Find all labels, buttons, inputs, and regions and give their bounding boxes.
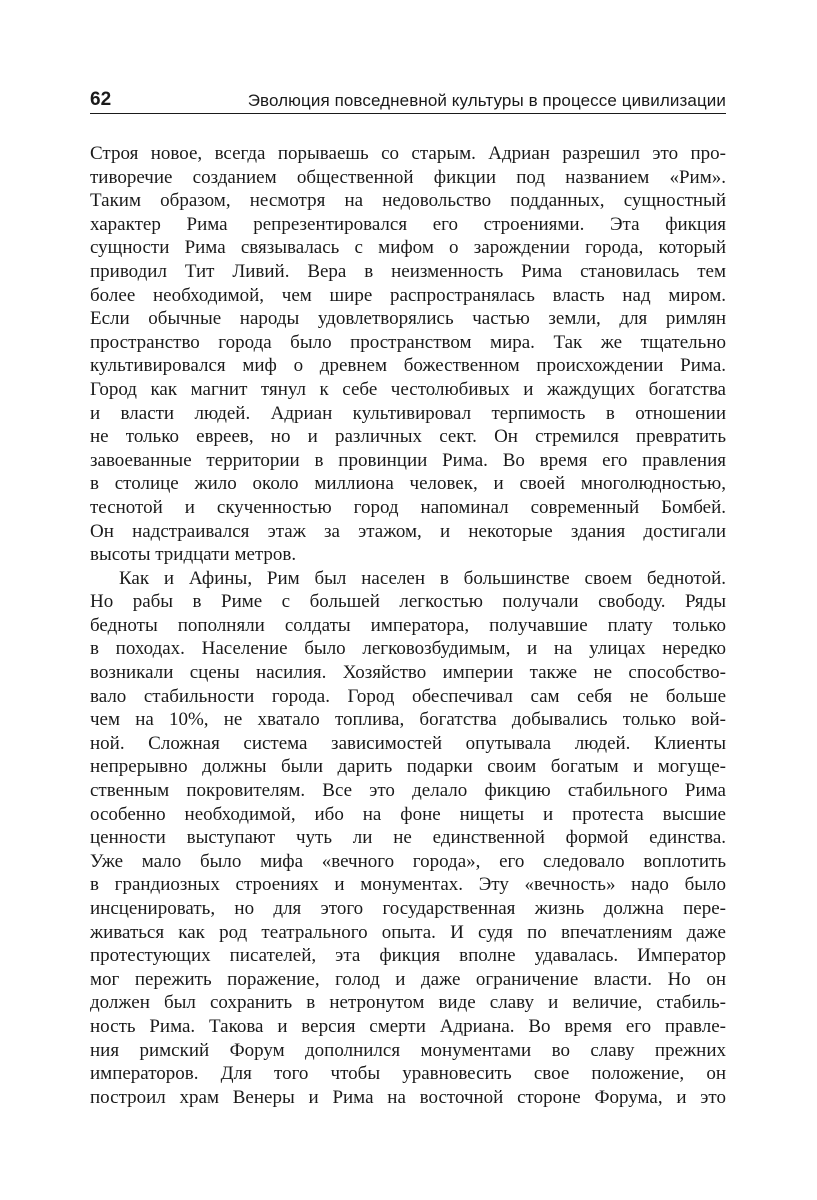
paragraph-2 [90,567,726,1110]
text-line: не только евреев, но и различных сект. Он стремился превратить [90,426,726,448]
text-line: более необходимой, чем шире распространялась власть над миром. [90,284,726,306]
body-text [90,142,726,1109]
text-line: тиворечие созданием общественной фикции под названием «Рим». [90,166,726,188]
text-line: Город как магнит тянул к себе честолюбивых и жаждущих богатства [90,378,726,400]
text-line: инсценировать, но для этого государственная жизнь должна пере- [90,898,726,919]
text-line: вало стабильности города. Город обеспечивал сам себя не больше [90,685,726,707]
text-line: императоров. Для того чтобы уравновесить свое положение, он [90,1063,726,1085]
text-line: Таким образом, несмотря на недовольство подданных, сущностный [90,190,726,212]
text-line: ность Рима. Такова и версия смерти Адриана. Во время его правле- [90,1015,726,1037]
text-line: бедноты пополняли солдаты императора, получавшие плату только [90,614,726,636]
text-line: Но рабы в Риме с большей легкостью получали свободу. Ряды [90,591,726,613]
text-line: Уже мало было мифа «вечного города», его следовало воплотить [90,850,726,872]
text-line: непрерывно должны были дарить подарки своим богатым и могуще- [90,756,726,778]
text-line: построил храм Венеры и Рима на восточной стороне Форума, и это [90,1086,726,1108]
text-line: Строя новое, всегда порываешь со старым. Адриан разрешил это про- [90,143,726,164]
text-line: сущности Рима связывалась с мифом о зарождении города, который [90,237,726,259]
text-line: Он надстраивался этаж за этажом, и некоторые здания достигали [90,520,726,542]
text-line: в столице жило около миллиона человек, и своей многолюдностью, [90,473,726,495]
text-line: протестующих писателей, эта фикция вполне удавалась. Император [90,945,726,967]
text-line: особенно необходимой, ибо на фоне нищеты и протеста высшие [90,803,726,825]
text-line: ния римский Форум дополнился монументами во славу прежних [90,1039,726,1061]
text-line: живаться как род театрального опыта. И судя по впечатлениям даже [90,921,726,943]
text-line: приводил Тит Ливий. Вера в неизменность Рима становилась тем [90,260,726,282]
text-line: характер Рима репрезентировался его строениями. Эта фикция [90,213,726,235]
book-title: Эволюция повседневной культуры в процессе цивилизации [247,91,726,110]
text-line: мог пережить поражение, голод и даже ограничение власти. Но он [90,968,726,990]
text-line: должен был сохранить в нетронутом виде славу и величие, стабиль- [90,992,726,1014]
text-line: в грандиозных строениях и монументах. Эту «вечность» надо было [90,874,726,896]
text-line: культивировался миф о древнем божественном происхождении Рима. [90,355,726,377]
text-line: Если обычные народы удовлетворялись частью земли, для римлян [90,308,726,330]
text-line: ственным покровителям. Все это делало фикцию стабильного Рима [90,780,726,802]
text-line: завоеванные территории в провинции Рима. Во время его правления [90,449,726,471]
paragraph-1 [90,142,726,567]
page-number: 62 [90,89,112,110]
text-line: в походах. Население было легковозбудимым, и на улицах нередко [90,638,726,660]
running-head [90,84,726,114]
text-line: Как и Афины, Рим был населен в большинстве своем беднотой. [119,567,726,589]
text-line: высоты тридцати метров. [90,544,297,566]
text-line: чем на 10%, не хватало топлива, богатства добывались только вой- [90,709,726,731]
text-line: ной. Сложная система зависимостей опутывала людей. Клиенты [90,732,726,754]
text-line: и власти людей. Адриан культивировал терпимость в отношении [90,402,726,424]
text-line: теснотой и скученностью город напоминал современный Бомбей. [90,496,726,518]
text-line: возникали сцены насилия. Хозяйство империи также не способство- [90,662,726,684]
text-line: ценности выступают чуть ли не единственной формой единства. [90,827,726,849]
text-line: пространство города было пространством мира. Так же тщательно [90,331,726,353]
